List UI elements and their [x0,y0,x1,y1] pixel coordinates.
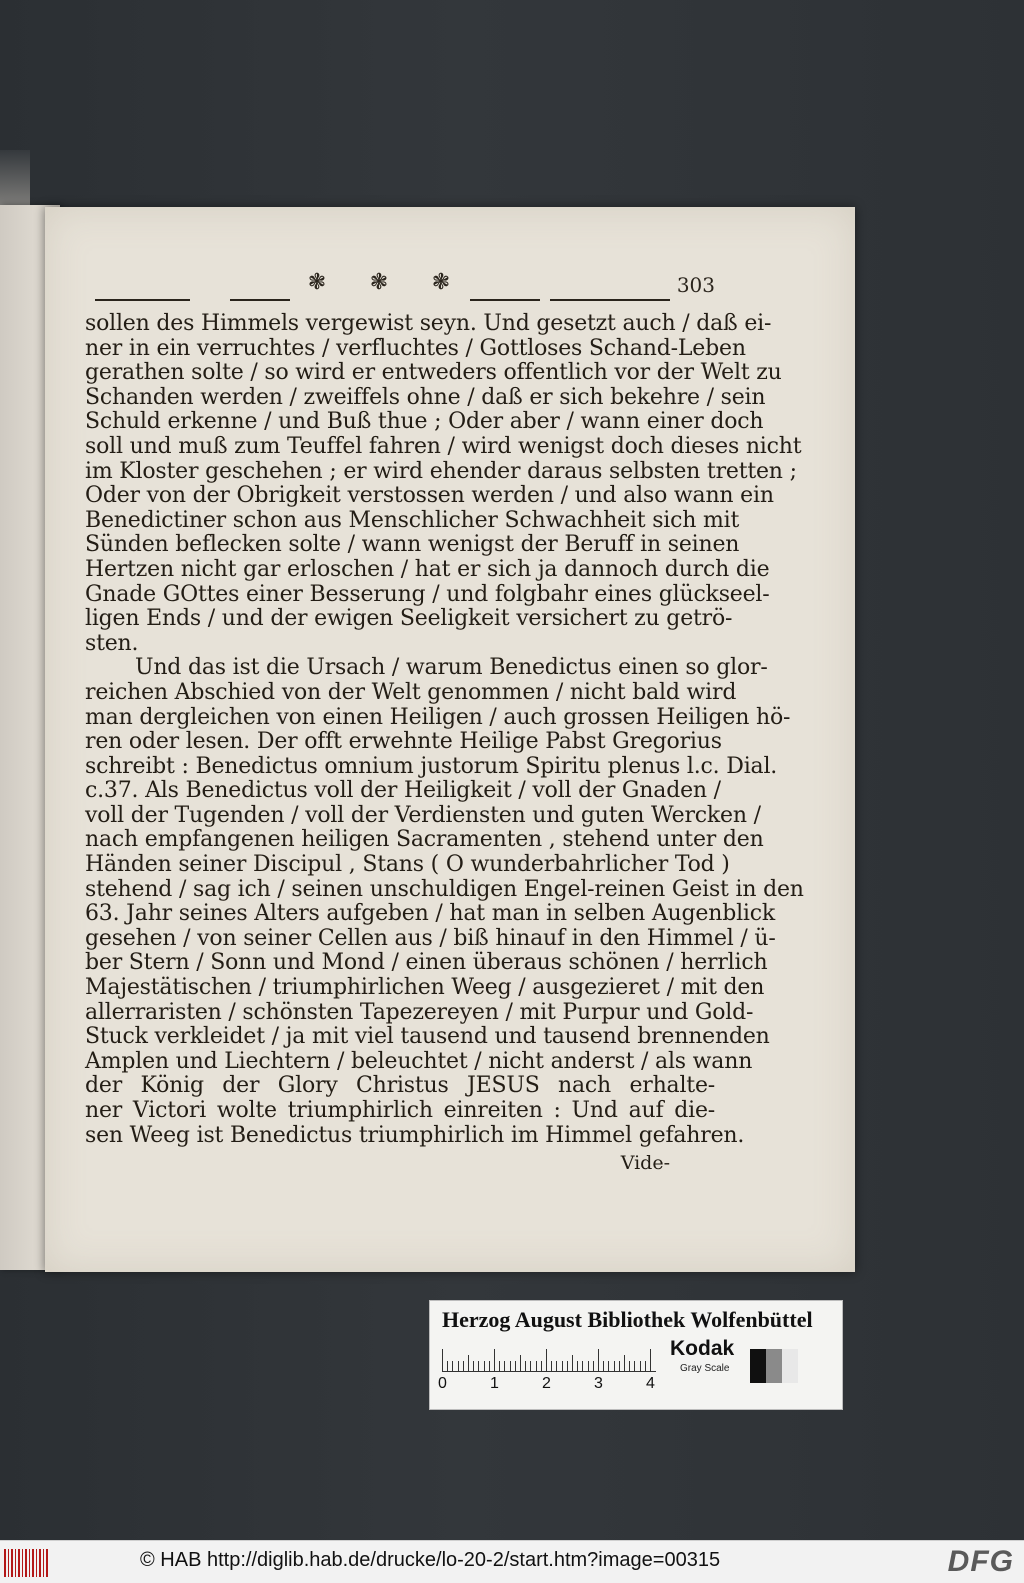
ruler-tick [640,1361,641,1371]
text-line: ber Stern / Sonn und Mond / einen überaus schönen / herrlich [85,950,768,976]
ruler-tick [629,1361,630,1371]
ruler-tick [634,1361,635,1371]
header-rule [95,299,190,301]
ruler-tick [530,1361,531,1371]
ruler-tick [619,1361,620,1371]
catchword: Vide- [620,1152,670,1174]
ruler-tick [442,1349,443,1371]
kodak-brand: Kodak [670,1337,735,1360]
flower-ornament-icon: ❃ [369,270,389,295]
ruler-tick [556,1361,557,1371]
gray-scale-label: Gray Scale [680,1363,730,1374]
underpage-edge [0,150,30,210]
text-line: Sünden beflecken solte / wann wenigst der Beruff in seinen [85,532,740,558]
text-line: Benedictiner schon aus Menschlicher Schwachheit sich mit [85,507,740,533]
text-line: ner Victori wolte triumphirlich einreiten : Und auf die- [85,1098,715,1123]
text-line: Händen seiner Discipul , Stans ( O wunderbahrlicher Tod ) [85,852,730,878]
ruler-tick [593,1361,594,1371]
text-line: 63. Jahr seines Alters aufgeben / hat man in selben Augenblick [85,901,775,927]
flower-ornament-icon: ❃ [307,270,327,295]
text-line: stehend / sag ich / seinen unschuldigen Engel-reinen Geist in den [85,876,804,902]
ruler-tick [504,1361,505,1371]
text-line: nach empfangenen heiligen Sacramenten , stehend unter den [85,827,764,853]
text-line: gerathen solte / so wird er entweders offentlich vor der Welt zu [85,360,782,386]
header-rule [550,299,670,301]
ruler-tick [551,1361,552,1371]
gray-swatch-black [750,1349,766,1383]
ruler-tick [458,1361,459,1371]
text-line: Gnade GOttes einer Besserung / und folgbahr eines glückseel- [85,581,770,607]
ruler-tick [478,1361,479,1371]
ruler-tick [468,1355,469,1371]
book-page [45,207,855,1272]
text-line: Oder von der Obrigkeit verstossen werden / und also wann ein [85,483,774,509]
page-header [95,269,715,309]
ruler-tick [452,1361,453,1371]
ruler-tick [603,1361,604,1371]
ruler-tick [608,1361,609,1371]
text-line: schreibt : Benedictus omnium justorum Spiritu plenus l.c. Dial. [85,753,778,779]
ruler-tick [463,1361,464,1371]
barcode-icon [4,1549,48,1577]
text-line: ren oder lesen. Der offt erwehnte Heilige Pabst Gregorius [85,729,722,755]
text-line: gesehen / von seiner Cellen aus / biß hinauf in den Himmel / ü- [85,925,776,951]
ruler-tick [473,1361,474,1371]
text-line: Hertzen nicht gar erloschen / hat er sich ja dannoch durch die [85,556,770,582]
text-line: man dergleichen von einen Heiligen / auch grossen Heiligen hö- [85,704,791,730]
ruler-tick [562,1361,563,1371]
gray-swatch-light [782,1349,798,1383]
ruler-tick [546,1349,547,1371]
ruler-tick [447,1361,448,1371]
text-line: ner in ein verruchtes / verfluchtes / Gottloses Schand-Leben [85,335,746,361]
ruler-tick [536,1361,537,1371]
ruler-scale [442,1341,656,1372]
ruler-tick [624,1355,625,1371]
ruler-tick [520,1355,521,1371]
library-color-scale-card [429,1300,843,1410]
text-line: sollen des Himmels vergewist seyn. Und gesetzt auch / daß ei- [85,311,772,336]
text-line: c.37. Als Benedictus voll der Heiligkeit / voll der Gnaden / [85,778,721,804]
text-line: Stuck verkleidet / ja mit viel tausend und tausend brennenden [85,1024,770,1050]
flower-ornament-icon: ❃ [431,270,451,295]
scale-number: 0 [438,1375,447,1392]
text-line: soll und muß zum Teuffel fahren / wird wenigst doch dieses nicht [85,433,802,459]
header-rule [470,299,540,301]
ruler-tick [499,1361,500,1371]
ruler-tick [489,1361,490,1371]
text-line: voll der Tugenden / voll der Verdiensten und guten Wercken / [85,802,761,828]
ruler-tick [598,1349,599,1371]
body-text [85,311,804,1148]
ruler-tick [588,1361,589,1371]
text-line: ligen Ends / und der ewigen Seeligkeit versichert zu getrö- [85,606,733,632]
scale-number: 4 [646,1375,655,1392]
text-line: reichen Abschied von der Welt genommen / nicht bald wird [85,679,737,705]
ruler-tick [525,1361,526,1371]
library-name: Herzog August Bibliothek Wolfenbüttel [442,1307,813,1332]
copyright-link[interactable]: © HAB http://diglib.hab.de/drucke/lo-20-2/start.htm?image=00315 [140,1549,721,1571]
ruler-tick [614,1361,615,1371]
text-line: Schanden werden / zweiffels ohne / daß er sich bekehre / sein [85,384,766,410]
text-line: Amplen und Liechtern / beleuchtet / nicht anderst / als wann [85,1048,753,1074]
ruler-tick [541,1361,542,1371]
ruler-tick [582,1361,583,1371]
ruler-tick [645,1361,646,1371]
gray-swatch-mid [766,1349,782,1383]
ruler-tick [650,1349,651,1371]
ruler-tick [484,1361,485,1371]
header-rule [230,299,290,301]
text-line: im Kloster geschehen ; er wird ehender daraus selbsten tretten ; [85,458,797,484]
ruler-tick [494,1349,495,1371]
text-line: sten. [85,630,139,656]
dfg-logo: DFG [947,1545,1014,1578]
ruler-tick [510,1361,511,1371]
ruler-tick [572,1355,573,1371]
ruler-tick [567,1361,568,1371]
text-line: Und das ist die Ursach / warum Benedictus einen so glor- [135,655,768,681]
scale-number: 3 [594,1375,603,1392]
text-line: allerraristen / schönsten Tapezereyen / mit Purpur und Gold- [85,999,754,1025]
text-line: Schuld erkenne / und Buß thue ; Oder aber / wann einer doch [85,409,764,435]
page-number: 303 [676,273,715,297]
footer-bar [0,1540,1024,1583]
text-line: Majestätischen / triumphirlichen Weeg / ausgezieret / mit den [85,975,765,1001]
text-line: der König der Glory Christus JESUS nach erhalte- [85,1073,715,1099]
ruler-tick [577,1361,578,1371]
scale-number: 1 [490,1375,499,1392]
scale-number: 2 [542,1375,551,1392]
ruler-tick [515,1361,516,1371]
text-line: sen Weeg ist Benedictus triumphirlich im Himmel gefahren. [85,1122,745,1148]
